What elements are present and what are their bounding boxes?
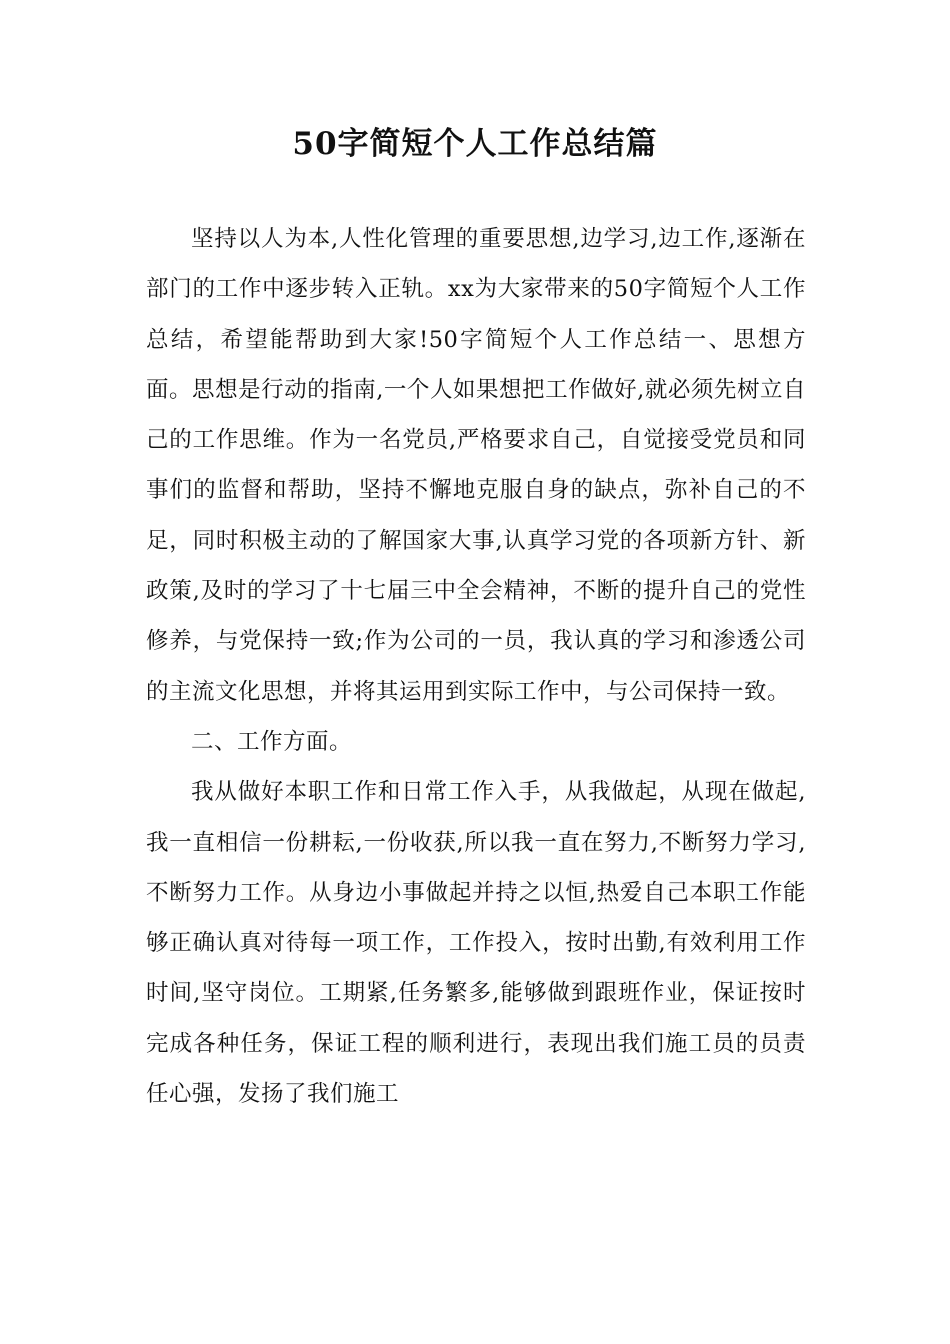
document-title: 50字简短个人工作总结篇 <box>292 126 658 162</box>
paragraph-work-heading: 二、工作方面。 <box>191 728 353 755</box>
paragraph-work: 我从做好本职工作和日常工作入手，从我做起，从现在做起,我一直相信一份耕耘,一份收获,所以我一直在努力,不断努力学习,不断努力工作。从身边小事做起并持之以恒,热爱自己本职工作能够正确认真对待每一项工作，工作投入，按时出勤,有效利用工作时间,坚守岗位。工期紧,任务繁多,能够做到跟班作业，保证按时完成各种任务，保证工程的顺利进行，表现出我们施工员的员责任心强，发扬了我们施工 <box>146 779 806 1108</box>
paragraph-thought: 坚持以人为本,人性化管理的重要思想,边学习,边工作,逐渐在部门的工作中逐步转入正轨。xx为大家带来的50字简短个人工作总结，希望能帮助到大家!50字简短个人工作总结一、思想方面。思想是行动的指南,一个人如果想把工作做好,就必须先树立自己的工作思维。作为一名党员,严格要求自己，自觉接受党员和同事们的监督和帮助，坚持不懈地克服自身的缺点，弥补自己的不足，同时积极主动的了解国家大事,认真学习党的各项新方针、新政策,及时的学习了十七届三中全会精神，不断的提升自己的党性修养，与党保持一致;作为公司的一员，我认真的学习和渗透公司的主流文化思想，并将其运用到实际工作中，与公司保持一致。 <box>146 226 806 705</box>
document-body <box>146 214 806 1119</box>
